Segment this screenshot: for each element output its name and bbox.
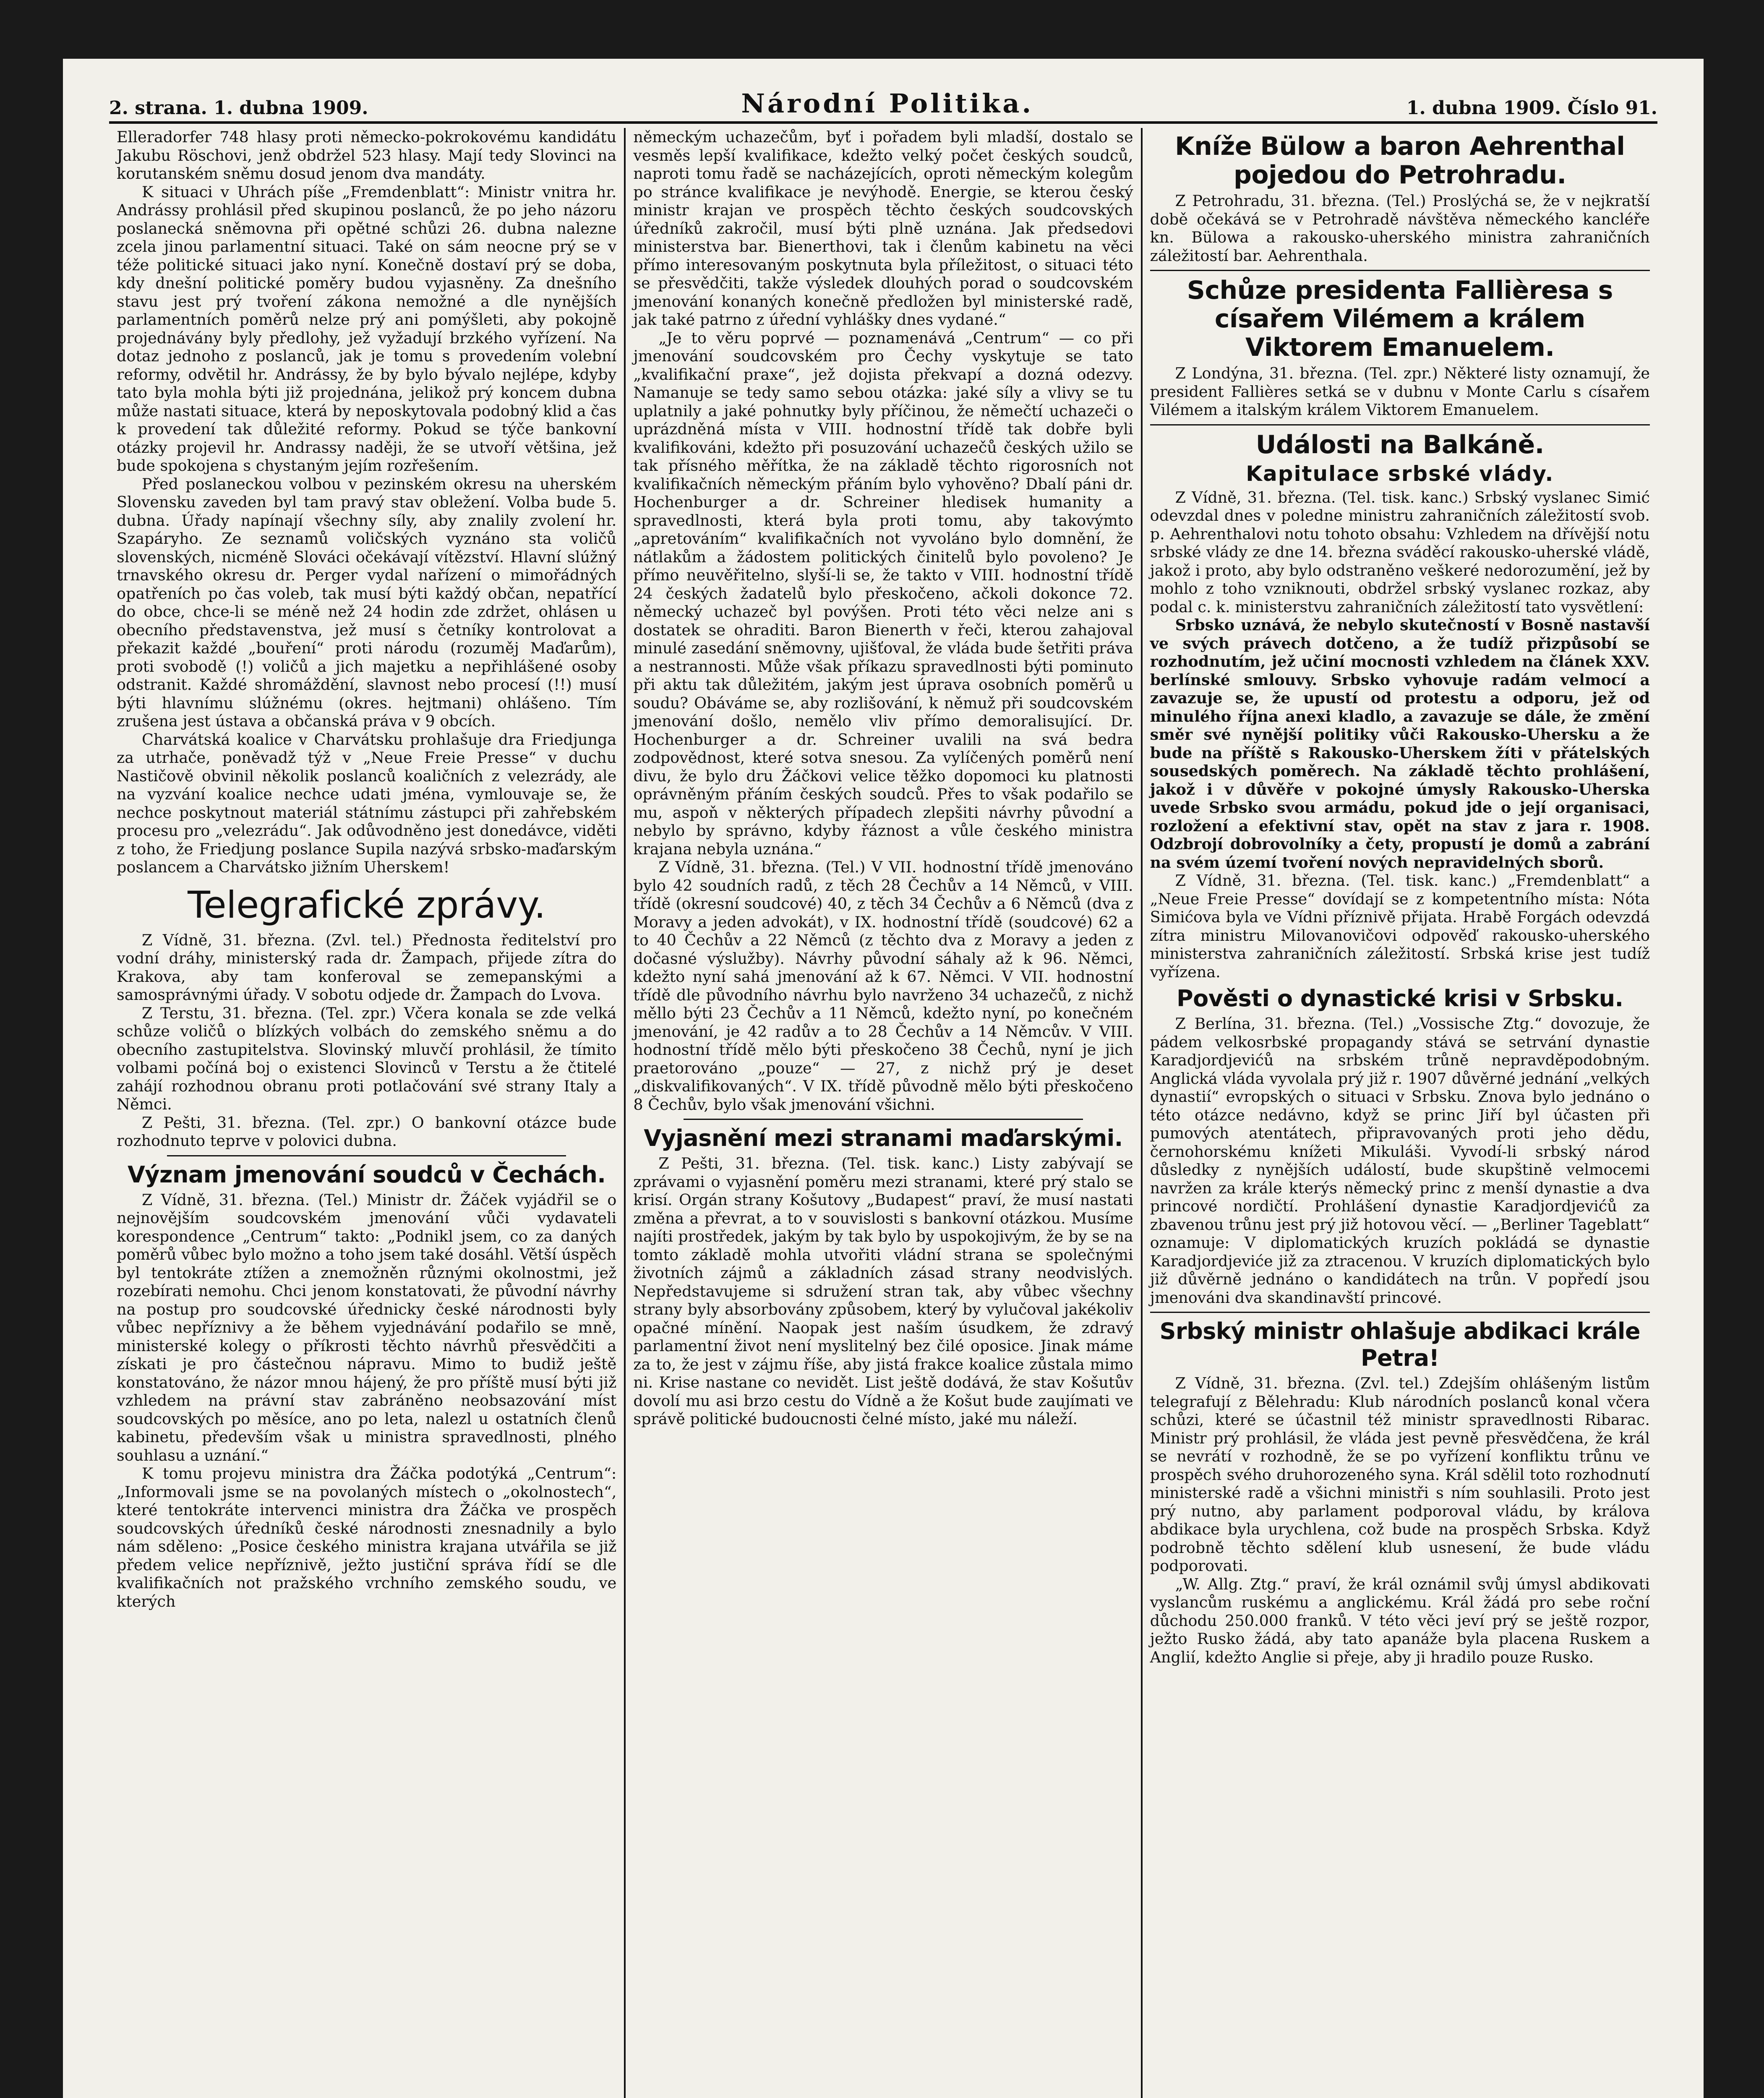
article-paragraph: Z Vídně, 31. března. (Tel. tisk. kanc.) „Fremdenblatt“ a „Neue Freie Presse“ dovídají se z kompetentního místa: Nóta Simićova byla ve Vídni příznivě přijata. Hrabě Forgách odevzdá zítra ministru Milovanovičovi odpověď rakousko-uherského ministerstva zahraničních záležitostí. Srbská krise jest tudíž vyřízena. — [1150, 872, 1650, 981]
article-paragraph: Z Vídně, 31. března. (Tel.) V VII. hodnostní třídě jmenováno bylo 42 soudních radů, z těch 28 Čechův a 14 Němců, v VIII. třídě (okresní soudcové) 40, z těch 34 Čechův a 6 Němců (dva z Moravy a jeden advokát), v IX. hodnostní třídě (soudcové) 62 a to 40 Čechův a 22 Němců (z těchto dva z Moravy a jeden z dočasné výslužby). Návrhy původní sáhaly až k 96. Němci, kdežto nyní sahá jmenování až k 67. Němci. V VII. hodnostní třídě dle původního návrhu bylo navrženo 34 uchazečů, z nichž měllo býti 23 Čechův a 11 Němců, kdežto nyní, po konečném jmenování, je 42 radův a to 28 Čechův a 14 Němcův. V VIII. hodnostní třídě mělo býti přeskočeno 38 Čechů, nyní je jich praetorováno „pouze“ — 27, z nichž prý je deset „diskvalifikovaných“. V IX. třídě původně mělo býti přeskočeno 8 Čechův, bylo však jmenování všichni. — [633, 858, 1133, 1114]
masthead-title: Národní Politika. — [741, 88, 1034, 119]
article-paragraph: Z Terstu, 31. března. (Tel. zpr.) Včera konala se zde velká schůze voličů o blízkých volbách do zemského sněmu a do obecního zastupitelstva. Slovinský mluvčí prohlásil, že tímito volbami počíná boj o existenci Slovinců v Terstu a že čtitelé zahájí rozhodnou obranu proti potlačování své strany Italy a Němci. — [117, 1004, 617, 1113]
article-paragraph: „Je to věru poprvé — poznamenává „Centrum“ — co při jmenování soudcovském pro Čechy vyskytuje se tato „kvalifikační praxe“, jež dojista překvapí a dozná odezvy. Namanuje se tedy samo sebou otázka: jaké síly a vlivy se tu uplatnily a jaké pohnutky byly příčinou, že němečtí uchazeči o uprázdněná místa v VIII. hodnostní třídě tak dobře byli kvalifikováni, kdežto při posuzování uchazečů českých užilo se tak přísného měřítka, že na základě těchto rigorosních not kvalifikačních německým přáním bylo vyhověno? Dbalí páni dr. Hochenburger a dr. Schreiner hledisek humanity a spravedlnosti, která byla proti tomu, aby takovýmto „apretováním“ kvalifikačních not vyvoláno bylo domnění, že nátlakům a žádostem politických činitelů bylo povoleno? Je přímo neuvěřitelno, slyší-li se, že takto v VIII. hodnostní třídě 24 českých žadatelů bylo přeskočeno, ačkoli dokonce 72. německý uchazeč byl povýšen. Proti této věci nelze ani s dostatek se ohraditi. Baron Bienerth v řeči, kterou zahajoval minulé zasedání sněmovny, ujišťoval, že vláda bude šetřiti práva a nestrannosti. Může však příkazu spravedlnosti býti pominuto při aktu tak důležitém, jakým jest úprava osobních poměrů u soudu? Obáváme se, aby rozlišování, k němuž při soudcovském jmenování došlo, nemělo vliv přímo demoralisující. Dr. Hochenburger a dr. Schreiner uvalili na svá bedra zodpovědnost, které sotva snesou. Za vylíčených poměrů není divu, že bylo dru Žáčkovi velice těžko dopomoci ku platnosti oprávněným přáním českých soudců. Přes to však podařilo se mu, aspoň v některých případech zlepšiti návrhy původní a nebylo by správno, kdyby řáznost a vůle českého ministra krajana nebyla uznána.“ — [633, 329, 1133, 858]
article-paragraph: Z Pešti, 31. března. (Tel. zpr.) O bankovní otázce bude rozhodnuto teprve v polovici dubna. — [117, 1113, 617, 1150]
article-paragraph: K tomu projevu ministra dra Žáčka podotýká „Centrum“: „Informovali jsme se na povolaných místech o „okolnostech“, které tentokráte intervenci ministra dra Žáčka ve prospěch soudcovských úředníků české národnosti znesnadnily a bylo nám sděleno: „Posice českého ministra krajana utvářila se již předem velice nepříznivě, ježto justiční správa řídí se dle kvalifikačních not pražského vrchního zemského soudu, ve kterých — [117, 1464, 617, 1610]
header-issue-number: 1. dubna 1909. Číslo 91. — [1406, 97, 1657, 119]
section-heading-balkan: Události na Balkáně. — [1255, 430, 1544, 459]
section-heading-telegrams: Telegrafické zprávy. — [188, 883, 546, 926]
article-paragraph: Z Vídně, 31. března. (Tel.) Ministr dr. Žáček vyjádřil se o nejnovějším soudcovském jmenování vůči vydavateli korespondence „Centrum“ takto: „Podnikl jsem, co za daných poměrů vůbec bylo možno a toho jsem také dosáhl. Větší úspěch byl tentokráte ztížen a znemožněn různými okolnostmi, jež rozebírati nemohu. Chci jenom konstatovati, že původní návrhy na postup pro soudcovské úřednicky české národnosti byly vůbec nepříznivy a že během vyjednávání podařilo se mně, ministerské kolegy o příkrosti těchto návrhů přesvědčiti a získati je pro částečnou nápravu. Mimo to budiž ještě konstatováno, že názor mnou hájený, že pro příště musí býti již vzhledem na právní stav zabráněno neobsazování míst soudcovských po měsíce, ano po leta, nalezl u ostatních členů kabinetu, především však u ministra spravedlnosti, plného souhlasu a uznání.“ — [117, 1190, 617, 1464]
article-paragraph: Z Vídně, 31. března. (Zvl. tel.) Zdejším ohlášeným listům telegrafují z Bělehradu: Klub národních poslanců konal včera schůzi, které se účastnil též ministr spravedlnosti Ribarac. Ministr prý prohlásil, že vláda jest pevně přesvědčena, že král se nevrátí v rozhodně, že se po vyřízení konfliktu trůnu ve prospěch svého druhorozeného syna. Král sdělil toto rozhodnutí ministerské radě a všichni ministři s ním souhlasili. Proto jest prý nutno, aby parlament podporoval vládu, by králova abdikace byla urychlena, což bude na prospěch Srbska. Když podrobně těchto sdělení klub usnesení, že bude vládu podporovati. — [1150, 1374, 1650, 1575]
article-paragraph: Z Berlína, 31. března. (Tel.) „Vossische Ztg.“ dovozuje, že pádem velkosrbské propagandy stává se setrvání dynastie Karadjordjevićů na srbském trůně nepravděpodobným. Anglická vláda vyvolala prý již r. 1907 důvěrné jednání „velkých dynastií“ evropských o situaci v Srbsku. Znova bylo jednáno o této otázce nedávno, když se princ Jiří byl účasten při pumových atentátech, připravovaných proti jeho dědu, černohorskému knížeti Mikuláši. Vyvodí-li srbský národ důsledky z nynějších událostí, bude skupštině velmocemi navržen za krále kterýs německý princ z menší dynastie a dva princové nordičtí. Prohlášení dynastie Karadjordjevićů za zbavenou trůnu jest prý již hotovou věcí. — „Berliner Tageblatt“ oznamuje: V diplomatických kruzích pokládá se dynastie Karadjordjeviće již za ztracenou. V kruzích diplomatických bylo již důvěrně jednáno o kandidátech na trůn. V popředí jsou jmenováni dva skandinavští princové. — [1150, 1015, 1650, 1307]
article-paragraph: německým uchazečům, byť i pořadem byli mladší, dostalo se vesměs lepší kvalifikace, kdežto velký počet českých soudců, naproti tomu řadě se nacházejících, oproti německým kolegům po stránce kvalifikace je nevýhodě. Energie, se kterou český ministr krajan ve prospěch těchto českých soudcovských úředníků zakročil, musí býti plně uznána. Jak předsedovi ministerstva bar. Bienerthovi, tak i členům kabinetu na věci přímo interesovaným poskytnuta byla příležitost, o situaci této se přesvědčiti, takže výsledek dlouhých porad o soudcovském jmenování konaných konečně předložen byl ministerské radě, jak také patrno z úřední vyhlášky dnes vydané.“ — [633, 128, 1133, 329]
article-headline: Vyjasnění mezi stranami maďarskými. — [644, 1125, 1123, 1151]
article-paragraph: Charvátská koalice v Charvátsku prohlašuje dra Friedjunga za utrhače, poněvadž týž v „Neue Freie Presse“ v duchu Nastičově obvinil několik poslanců koaličních z velezrády, ale na vyzvání koalice nechce udati jména, vymlouvaje se, že nechce poskytnout materiál státnímu zástupci při zahřebském procesu pro „velezrádu“. Jak odůvodněno jest donedávce, viděti z toho, že Friedjung poslance Supila nazývá srbsko-maďarským poslancem a Charvátsko jižním Uherskem! — [117, 730, 617, 876]
article-paragraph: Z Pešti, 31. března. (Tel. tisk. kanc.) Listy zabývají se zprávami o vyjasnění poměru mezi stranami, které prý stalo se krisí. Orgán strany Košutovy „Budapest“ praví, že musí nastati změna a převrat, a to v souvislosti s bankovní otázkou. Musíme najíti prostředek, jakým by tak bylo by uspokojivým, že by se na tomto základě mohla utvořiti vládní strana se společnými životních zájmů a základních zásad strany neodvislých. Nepředstavujeme si sdružení stran tak, aby vůbec všechny strany byly absorbovány způsobem, který by vylučoval jakékoliv opačné mínění. Naopak jest naším úsudkem, že zdravý parlamentní život není myslitelný bez čilé oposice. Jinak máme za to, že jest v zájmu říše, aby jistá frakce koalice zůstala mimo ni. Krise nastane co nevidět. List ještě dodává, že stav Košutův dovolí mu asi brzo cestu do Vídně a že Košut bude zaujímati ve správě politické budoucnosti čelné místo, jaké mu náleží. — [633, 1154, 1133, 1428]
running-header — [109, 88, 1657, 124]
article-headline: Kníže Bülow a baron Aehrenthal pojedou do Petrohradu. — [1175, 132, 1625, 190]
article-paragraph: Z Vídně, 31. března. (Zvl. tel.) Přednosta ředitelství pro vodní dráhy, ministerský rada dr. Žampach, přijede zítra do Krakova, aby tam konferoval se zemepanskými a samosprávnými úřady. V sobotu odjede dr. Žampach do Lvova. — [117, 931, 617, 1004]
article-paragraph: Z Londýna, 31. března. (Tel. zpr.) Některé listy oznamují, že president Fallières setká se v dubnu v Monte Carlu s císařem Vilémem a italským králem Viktorem Emanuelem. — [1150, 364, 1650, 419]
divider — [684, 1119, 1083, 1120]
divider — [167, 1155, 566, 1156]
column-3 — [1141, 128, 1657, 2098]
article-headline: Význam jmenování soudců v Čechách. — [127, 1161, 606, 1188]
article-paragraph: „W. Allg. Ztg.“ praví, že král oznámil svůj úmysl abdikovati vyslancům ruskému a anglickému. Král žádá pro sebe roční důchodu 250.000 franků. V této věci jeví prý se ještě rozpor, ježto Rusko žádá, aby tato apanáže byla placena Ruskem a Anglií, kdežto Anglie si přeje, aby ji hradilo pouze Rusko. — [1150, 1575, 1650, 1666]
columns — [109, 128, 1657, 2098]
article-headline: Pověsti o dynastické krisi v Srbsku. — [1177, 985, 1623, 1012]
header-page-date: 2. strana. 1. dubna 1909. — [109, 97, 368, 119]
article-paragraph: K situaci v Uhrách píše „Fremdenblatt“: Ministr vnitra hr. Andrássy prohlásil před skupinou poslanců, že po jeho názoru poslanecká sněmovna při opětné schůzi 26. dubna nalezne zcela jinou parlamentní situaci. Také on sám neocne prý se v téže politické situaci jako nyní. Konečně dostaví prý se doba, kdy dnešní politické poměry budou vyjasněny. Za dnešního stavu jest prý tvoření zákona nemožné a dle nynějších parlamentních poměrů nelze prý ani pomýšleti, aby pokojně projednávány byly předlohy, jež vyžadují brzkého vyřízení. Na dotaz jednoho z poslanců, jak je tomu s provedením volební reformy, odvětil hr. Andrássy, že by bylo bývalo nejlépe, kdyby tato byla mohla býti již projednána, jelikož prý koncem dubna může nastati situace, která by neposkytovala podobný klid a čas k provedení tak důležité reformy. Pokud se týče bankovní otázky projevil hr. Andrassy naději, že se utvoří většina, jež bude spokojena s chystaným jejím rozřešením. — [117, 183, 617, 475]
article-paragraph: Před poslaneckou volbou v pezinském okresu na uherském Slovensku zaveden byl tam pravý stav obležení. Volba bude 5. dubna. Úřady napínají všechny síly, aby znalily zvolení hr. Szapáryho. Ze seznamů voličských vyznáno sta voličů slovenských, nicméně Slováci očekávají vítězství. Hlavní slúžný trnavského okresu dr. Perger vydal nařízení o mimořádných opatřeních po čas voleb, tak musí býti každý občan, nepatřící do obce, chce-li se méně než 24 hodin zde zdržet, ohlásen u obecního představenstva, jež musí s četníky kontrolovat a překazit každé „bouření“ proti národu (rozuměj Maďarům), proti svobodě (!) voličů a jich majetku a nepřihlášené osoby odstranit. Každé shromáždění, slavnost nebo procesí (!!) musí býti hlavnímu slúžnému (okres. hejtmani) ohlášeno. Tím zrušena jest ústava a občanská práva v 9 obcích. — [117, 475, 617, 730]
divider — [1150, 1312, 1650, 1313]
article-headline: Srbský ministr ohlašuje abdikaci krále Petra! — [1159, 1318, 1641, 1371]
divider — [1150, 424, 1650, 425]
article-paragraph: Elleradorfer 748 hlasy proti německo-pokrokovému kandidátu Jakubu Röschovi, jenž obdržel 523 hlasy. Mají tedy Slovinci na korutanském sněmu dosud jenom dva mandáty. — [117, 128, 617, 183]
article-paragraph-bold: Srbsko uznává, že nebylo skutečností v Bosně nastavší ve svých právech dotčeno, a že tudíž přizpůsobí se rozhodnutím, jež učiní mocnosti vzhledem na článek XXV. berlínské smlouvy. Srbsko vyhovuje radám velmocí a zavazuje se, že upustí od protestu a odporu, jež od minulého října anexi kladlo, a zavazuje se dále, že změní směr své nynější politiky vůči Rakousko-Uhersku a že bude na příště s Rakousko-Uherskem žíti v přátelských sousedských poměrech. Na základě těchto prohlášení, jakož i v důvěře v pokojné úmysly Rakousko-Uherska uvede Srbsko svou armádu, pokud jde o její organisaci, rozložení a efektivní stav, opět na stav z jara r. 1908. Odzbrojí dobrovolníky a čety, propustí je domů a zabrání na svém území tvoření nových nepravidelných sborů. — [1150, 616, 1650, 872]
divider — [1150, 270, 1650, 271]
column-2 — [624, 128, 1140, 2098]
article-paragraph: Z Vídně, 31. března. (Tel. tisk. kanc.) Srbský vyslanec Simić odevzdal dnes v poledne ministru zahraničních záležitostí svob. p. Aehrenthalovi notu tohoto obsahu: Vzhledem na dřívější notu srbské vlády ze dne 14. března sváděcí rakousko-uherské vládě, jakož i proto, aby bylo odstraněno veškeré nedorozumění, jež by mohlo z toho vzniknouti, obdržel srbský vyslanec rozkaz, aby podal c. k. ministerstvu zahraničních záležitostí tato vysvětlení: — [1150, 488, 1650, 616]
article-headline: Schůze presidenta Fallièresa s císařem Vilémem a králem Viktorem Emanuelem. — [1187, 276, 1613, 362]
article-paragraph: Z Petrohradu, 31. března. (Tel.) Proslýchá se, že v nejkratší době očekává se v Petrohradě návštěva německého kancléře kn. Bülowa a rakousko-uherského ministra zahraničních záležitostí bar. Aehrenthala. — [1150, 192, 1650, 265]
newspaper-page — [63, 59, 1704, 2098]
article-subheading: Kapitulace srbské vlády. — [1246, 461, 1554, 486]
column-1 — [109, 128, 624, 2098]
